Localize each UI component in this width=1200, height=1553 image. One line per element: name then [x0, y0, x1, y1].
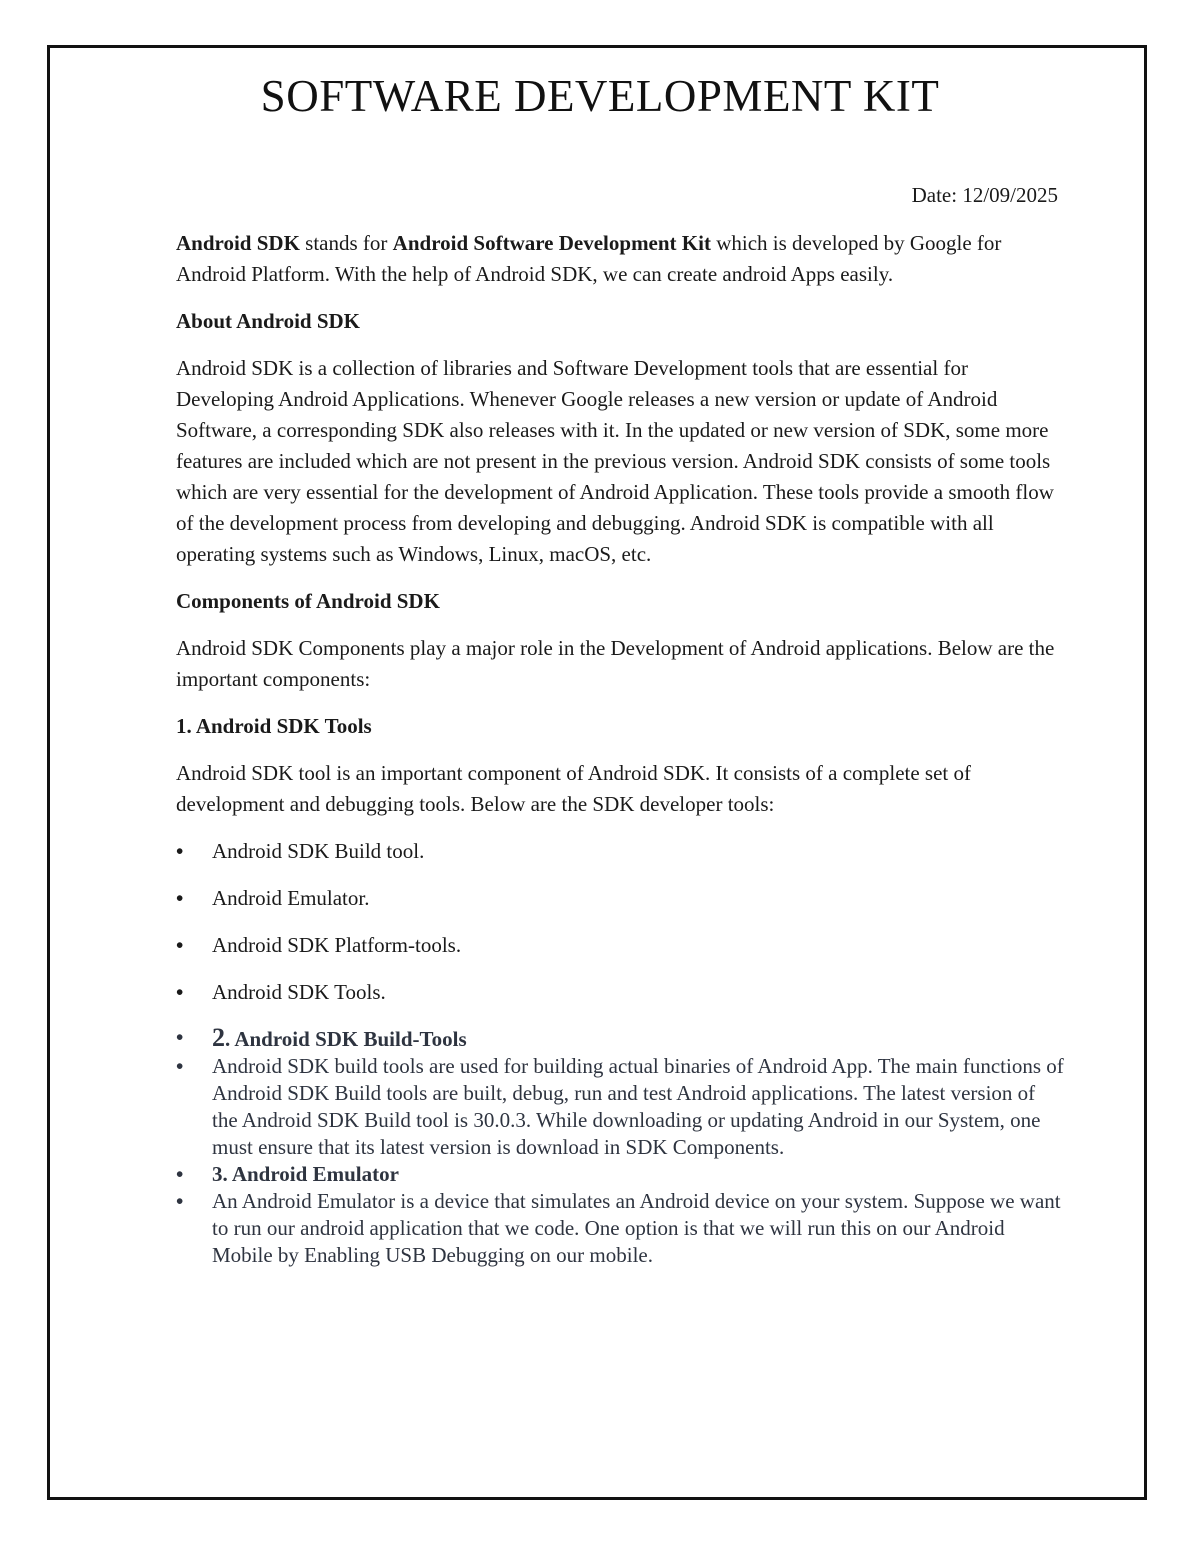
sdk-tools-list: [176, 836, 1066, 1008]
intro-paragraph: [176, 228, 1066, 290]
section2-title: . Android SDK Build-Tools: [225, 1027, 467, 1051]
document-date: Date: 12/09/2025: [911, 183, 1058, 207]
components-heading: Components of Android SDK: [176, 589, 440, 613]
intro-text-1: stands for: [299, 231, 393, 255]
section2-heading: [176, 1024, 1066, 1053]
components-paragraph: Android SDK Components play a major role in the Development of Android applications. Below are the important components:: [176, 636, 1055, 691]
list-item: • Android SDK Build tool.: [176, 836, 1066, 867]
sdk-components-list: [176, 1024, 1066, 1269]
section2-number: 2: [212, 1023, 225, 1052]
about-heading: About Android SDK: [176, 309, 361, 333]
intro-text-2: which is developed by Google for Android Platform. With the help of Android SDK, we can create android Apps easily.: [176, 231, 1002, 286]
list-item: • Android SDK Tools.: [176, 977, 1066, 1008]
about-paragraph: Android SDK is a collection of libraries and Software Development tools that are essential for Developing Android Applications. Whenever Google releases a new version or update of Android Software, a corresponding SDK also releases with it. In the updated or new version of SDK, some more features are included which are not present in the previous version. Android SDK consists of some tools which are very essential for the development of Android Application. These tools provide a smooth flow of the development process from developing and debugging. Android SDK is compatible with all operating systems such as Windows, Linux, macOS, etc.: [176, 356, 1054, 566]
section3-paragraph: • An Android Emulator is a device that simulates an Android device on your system. Suppose we want to run our android application that we code. One option is that we will run this on our Android Mobile by Enabling USB Debugging on our mobile.: [176, 1188, 1066, 1269]
intro-bold-sdk: Android SDK: [176, 231, 300, 255]
section1-heading: 1. Android SDK Tools: [176, 714, 372, 738]
section3-heading: • 3. Android Emulator: [176, 1161, 1066, 1188]
section1-paragraph: Android SDK tool is an important component of Android SDK. It consists of a complete set of development and debugging tools. Below are the SDK developer tools:: [176, 761, 971, 816]
section2-paragraph: • Android SDK build tools are used for building actual binaries of Android App. The main functions of Android SDK Build tools are built, debug, run and test Android applications. The latest version of the Android SDK Build tool is 30.0.3. While downloading or updating Android in our System, one must ensure that its latest version is download in SDK Components.: [176, 1053, 1066, 1161]
intro-bold-full-name: Android Software Development Kit: [392, 231, 711, 255]
document-body: [176, 228, 1066, 1269]
document-title: SOFTWARE DEVELOPMENT KIT: [260, 71, 940, 121]
list-item: • Android SDK Platform-tools.: [176, 930, 1066, 961]
list-item: • Android Emulator.: [176, 883, 1066, 914]
